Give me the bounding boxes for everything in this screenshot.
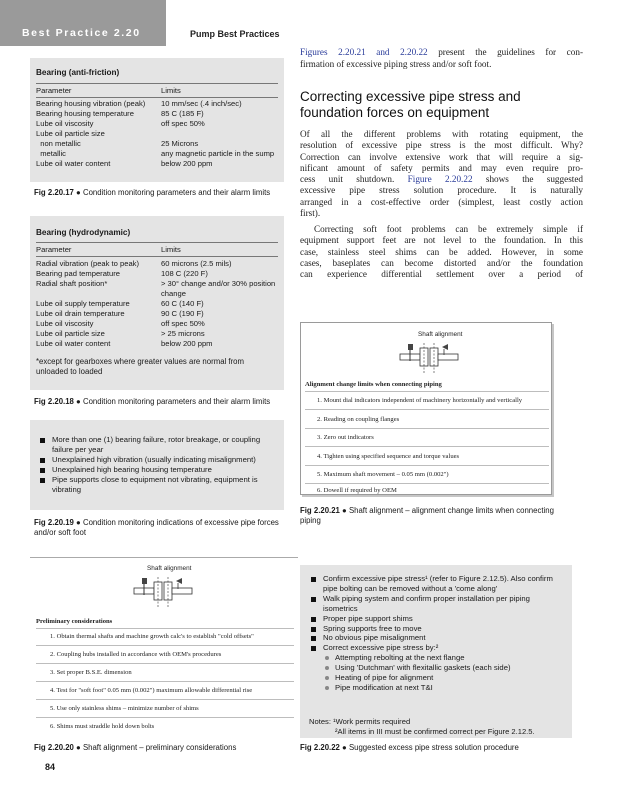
table-cell: off spec 50%: [161, 119, 205, 128]
running-head: Pump Best Practices: [190, 29, 280, 39]
table-row: Bearing pad temperature: [36, 269, 121, 278]
caption-fig-2-20-17: Fig 2.20.17 ● Condition monitoring parameters and their alarm limits: [34, 188, 271, 197]
shaft-alignment-diagram: [386, 341, 472, 375]
table-cell: off spec 50%: [161, 319, 205, 328]
indications-panel: [30, 420, 284, 510]
caption-fig-2-20-20: Fig 2.20.20 ● Shaft alignment – preliminary considerations: [34, 743, 237, 752]
list-item: No obvious pipe misalignment: [309, 633, 565, 643]
list-item: Spring supports free to move: [309, 624, 565, 634]
table-cell: > 25 microns: [161, 329, 205, 338]
section-label: Best Practice 2.20: [22, 27, 141, 39]
list-item: 6. Dowell if required by OEM: [317, 487, 397, 494]
list-item: 4. Tighten using specified sequence and torque values: [317, 453, 460, 460]
list-item: 6. Shims must straddle hold down bolts: [50, 723, 155, 730]
table-row: Radial shaft position*: [36, 279, 108, 288]
table-row: Lube oil particle size: [36, 329, 105, 338]
table-row: metallic: [36, 149, 66, 158]
table-footnote: *except for gearboxes where greater values are normal from: [36, 357, 245, 366]
sub-list-item: Using 'Dutchman' with flexitallic gaskets (each side): [309, 663, 565, 673]
list-item: 1. Mount dial indicators independent of machinery horizontally and vertically: [317, 397, 523, 404]
table-footnote: unloaded to loaded: [36, 367, 103, 376]
section-heading: Correcting excessive pipe stress and foundation forces on equipment: [300, 89, 521, 120]
diagram-title: Shaft alignment: [418, 331, 463, 338]
table-row: Radial vibration (peak to peak): [36, 259, 139, 268]
list-item: 5. Maximum shaft movement – 0.05 mm (0.002"): [317, 471, 449, 478]
table-hydrodynamic: [30, 216, 284, 390]
table-row: non metallic: [36, 139, 81, 148]
list-item: 2. Reading on coupling flanges: [317, 416, 400, 423]
figure-heading: Alignment change limits when connecting piping: [305, 381, 442, 388]
sub-list-item: Pipe modification at next T&I: [309, 683, 565, 693]
figure-2-20-21: [300, 322, 552, 495]
shaft-alignment-diagram: [120, 575, 206, 609]
body-paragraph-2: Correcting soft foot problems can be extremely simple if equipment support feet are not level to the foundation. In this case, stainless steel shims can be added. However, in some cases, baseplates can become distorted and/or the foundation can experience differential settlement over a period of: [300, 224, 583, 280]
col-header-parameter: Parameter: [36, 245, 72, 254]
table-row: Lube oil water content: [36, 339, 111, 348]
table-row: Lube oil supply temperature: [36, 299, 130, 308]
table-row: Lube oil viscosity: [36, 119, 94, 128]
table-row: Lube oil viscosity: [36, 319, 94, 328]
list-item: Confirm excessive pipe stress¹ (refer to Figure 2.12.5). Also confirm pipe bolting can be removed without a 'come along': [309, 574, 565, 594]
table-anti-friction: [30, 58, 284, 182]
table-cell: 25 Microns: [161, 139, 199, 148]
list-item: Proper pipe support shims: [309, 614, 565, 624]
table-title: Bearing (hydrodynamic): [36, 228, 131, 237]
table-cell: below 200 ppm: [161, 339, 213, 348]
list-item: Unexplained high bearing housing temperature: [38, 465, 270, 475]
list-item: 3. Set proper B.S.E. dimension: [50, 669, 132, 676]
list-item: Unexplained high vibration (usually indicating misalignment): [38, 455, 270, 465]
notes-label: Notes: ¹Work permits required: [309, 717, 411, 726]
table-cell: 60 microns (2.5 mils): [161, 259, 232, 268]
table-title: Bearing (anti-friction): [36, 68, 120, 77]
table-cell: change: [161, 289, 186, 298]
list-item: 1. Obtain thermal shafts and machine growth calc's to establish "cold offsets": [50, 633, 254, 640]
table-row: Lube oil particle size: [36, 129, 105, 138]
list-item: More than one (1) bearing failure, rotor breakage, or coupling failure per year: [38, 435, 270, 455]
col-header-parameter: Parameter: [36, 86, 72, 95]
list-item: Pipe supports close to equipment not vibrating, equipment is vibrating: [38, 475, 270, 495]
diagram-title: Shaft alignment: [147, 565, 192, 572]
note-item: ²All items in III must be confirmed correct per Figure 2.12.5.: [335, 727, 535, 736]
sub-list-item: Attempting rebolting at the next flange: [309, 653, 565, 663]
body-paragraph-1: Of all the different problems with rotating equipment, the resolution of excessive pipe stress is the most difficult. Why? Correction can involve extensive work that will require a sig- nificant amount of safety permits and may even require pro- cess unit shutdown. Figure 2.20.22 shows the suggested excessive pipe stress solution procedure. It is naturally arranged in a cost-effective order (simplest, least costly action first).: [300, 129, 583, 219]
intro-paragraph: Figures 2.20.21 and 2.20.22 present the guidelines for con- firmation of excessive piping stress and/or soft foot.: [300, 47, 584, 69]
table-cell: 10 mm/sec (.4 inch/sec): [161, 99, 242, 108]
caption-fig-2-20-19: Fig 2.20.19 ● Condition monitoring indications of excessive pipe forces and/or soft foot: [34, 518, 279, 537]
col-header-limits: Limits: [161, 86, 181, 95]
header-band: [0, 0, 166, 46]
table-row: Lube oil water content: [36, 159, 111, 168]
table-cell: 90 C (190 F): [161, 309, 204, 318]
list-item: Walk piping system and confirm proper installation per piping isometrics: [309, 594, 565, 614]
caption-fig-2-20-18: Fig 2.20.18 ● Condition monitoring parameters and their alarm limits: [34, 397, 271, 406]
figure-heading: Preliminary considerations: [36, 618, 113, 625]
sub-list-item: Heating of pipe for alignment: [309, 673, 565, 683]
list-item: 2. Coupling hubs installed in accordance with OEM's procedures: [50, 651, 222, 658]
col-header-limits: Limits: [161, 245, 181, 254]
list-item: 3. Zero out indicators: [317, 434, 374, 441]
table-row: Lube oil drain temperature: [36, 309, 125, 318]
solution-procedure-panel: [300, 565, 572, 738]
caption-fig-2-20-22: Fig 2.20.22 ● Suggested excess pipe stress solution procedure: [300, 743, 519, 752]
figure-2-20-20: [30, 557, 298, 737]
table-row: Bearing housing temperature: [36, 109, 134, 118]
table-cell: any magnetic particle in the sump: [161, 149, 275, 158]
page-number: 84: [45, 762, 56, 772]
table-cell: 85 C (185 F): [161, 109, 204, 118]
list-item: 5. Use only stainless shims – minimize number of shims: [50, 705, 199, 712]
table-cell: 60 C (140 F): [161, 299, 204, 308]
list-item: Correct excessive pipe stress by:²: [309, 643, 565, 653]
list-item: 4. Test for "soft foot" 0.05 mm (0.002") maximum allowable differential rise: [50, 687, 253, 694]
table-cell: > 30° change and/or 30% position: [161, 279, 276, 288]
table-cell: 108 C (220 F): [161, 269, 208, 278]
table-row: Bearing housing vibration (peak): [36, 99, 146, 108]
caption-fig-2-20-21: Fig 2.20.21 ● Shaft alignment – alignment change limits when connecting piping: [300, 506, 554, 525]
table-cell: below 200 ppm: [161, 159, 213, 168]
